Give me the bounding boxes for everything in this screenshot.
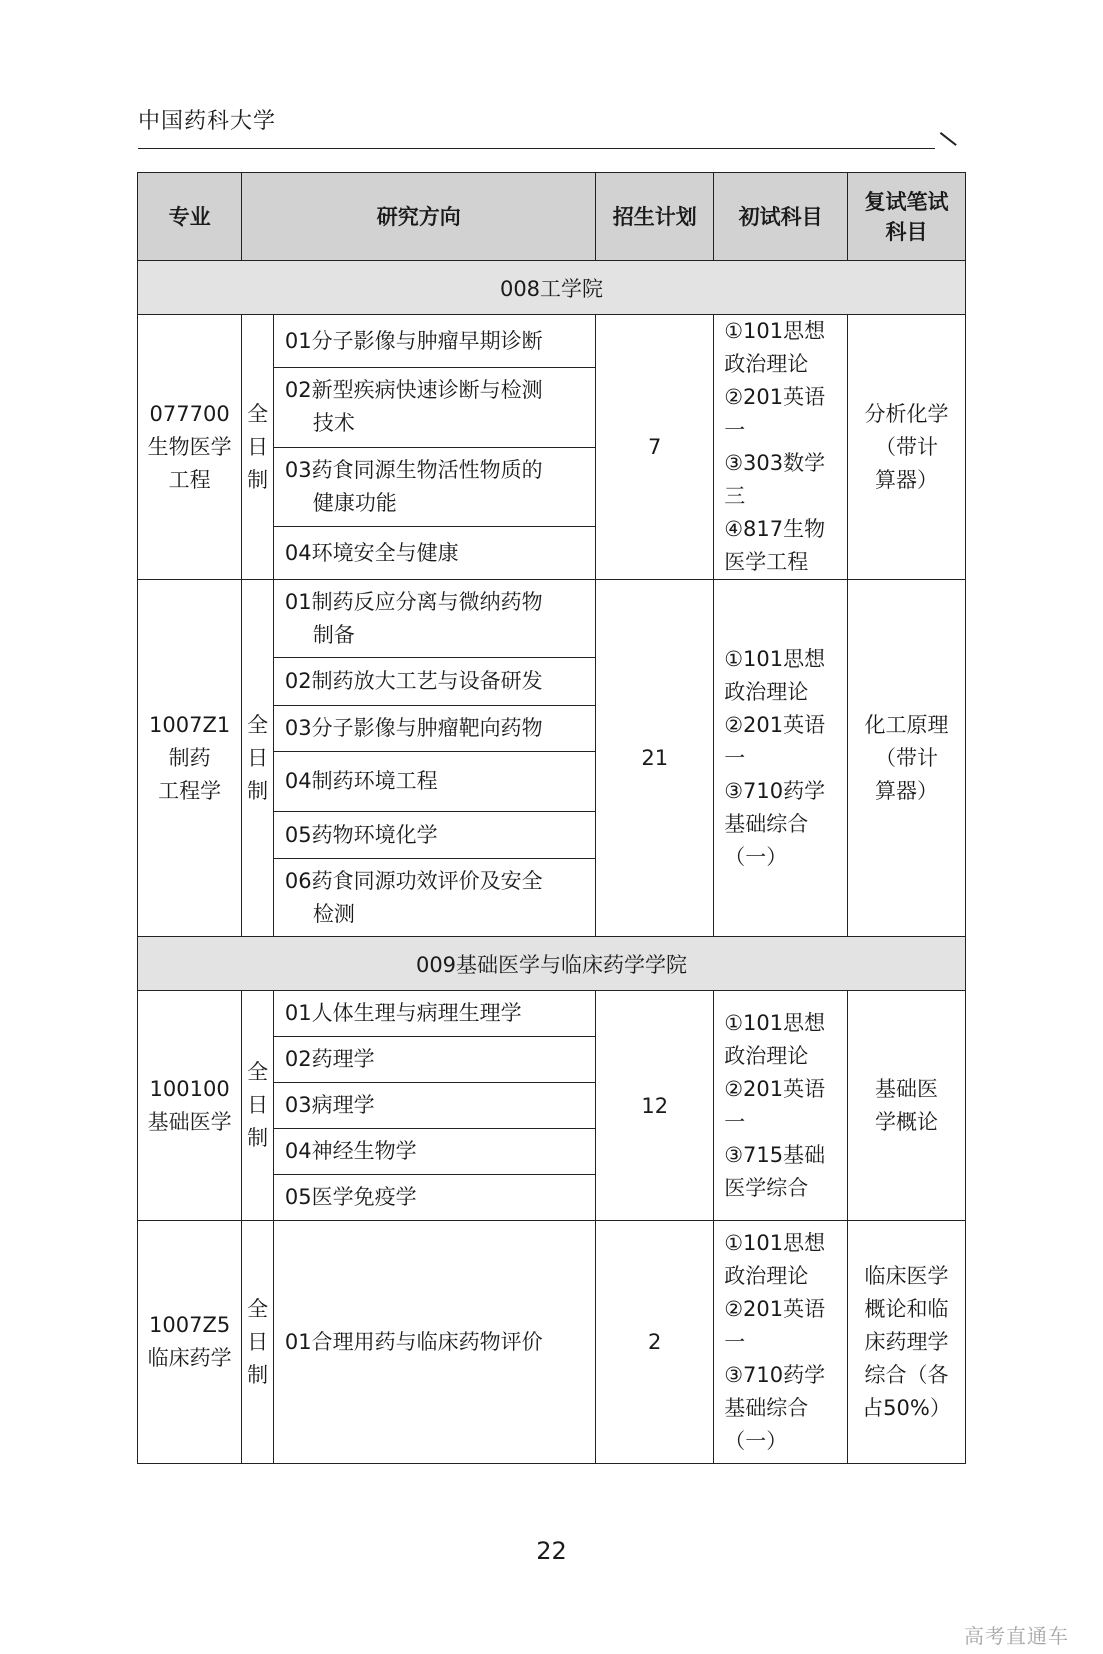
direction-cell: 01合理用药与临床药物评价 <box>273 1221 595 1464</box>
section-title: 008工学院 <box>138 261 966 315</box>
initial-exam-subjects: ①101思想 政治理论 ②201英语 一 ③303数学 三 ④817生物 医学工程 <box>714 315 848 580</box>
direction-cell: 04神经生物学 <box>273 1129 595 1175</box>
direction-cell: 05药物环境化学 <box>273 812 595 859</box>
study-mode: 全 日 制 <box>242 315 274 580</box>
direction-cell: 01分子影像与肿瘤早期诊断 <box>273 315 595 368</box>
major-cell <box>138 315 242 580</box>
major-name: 生物医学 工程 <box>147 434 232 492</box>
direction-cell: 02制药放大工艺与设备研发 <box>273 658 595 706</box>
major-code: 100100 <box>149 1076 230 1101</box>
direction-cell: 05医学免疫学 <box>273 1175 595 1221</box>
section-009 <box>138 937 966 1464</box>
column-header-major: 专业 <box>138 173 242 261</box>
major-name: 基础医学 <box>147 1109 232 1134</box>
direction-cell: 01制药反应分离与微纳药物 制备 <box>273 580 595 658</box>
section-008 <box>138 261 966 937</box>
major-code: 1007Z1 <box>149 712 231 737</box>
retest-subject: 临床医学 概论和临 床药理学 综合（各 占50%） <box>847 1221 965 1464</box>
book-header-title: 中国药科大学 <box>138 109 277 134</box>
initial-exam-subjects: ①101思想 政治理论 ②201英语 一 ③710药学 基础综合 （一） <box>714 580 848 937</box>
table-header <box>138 173 966 261</box>
watermark-text: 高考直通车 <box>964 1624 1069 1648</box>
retest-subject: 化工原理 （带计 算器） <box>847 580 965 937</box>
enrollment-plan: 2 <box>596 1221 714 1464</box>
enrollment-plan: 21 <box>596 580 714 937</box>
direction-cell: 03药食同源生物活性物质的 健康功能 <box>273 447 595 527</box>
column-header-plan: 招生计划 <box>596 173 714 261</box>
study-mode: 全 日 制 <box>242 1221 274 1464</box>
header-corner-mark <box>940 132 957 146</box>
admissions-table <box>137 172 966 1464</box>
direction-cell: 02新型疾病快速诊断与检测 技术 <box>273 368 595 448</box>
column-header-retest: 复试笔试 科目 <box>847 173 965 261</box>
major-code: 077700 <box>149 401 230 426</box>
initial-exam-subjects: ①101思想 政治理论 ②201英语 一 ③710药学 基础综合 （一） <box>714 1221 848 1464</box>
major-code: 1007Z5 <box>149 1313 231 1337</box>
direction-cell: 03分子影像与肿瘤靶向药物 <box>273 706 595 752</box>
study-mode: 全 日 制 <box>242 580 274 937</box>
major-cell <box>138 580 242 937</box>
direction-cell: 02药理学 <box>273 1037 595 1083</box>
column-header-exam: 初试科目 <box>714 173 848 261</box>
section-title: 009基础医学与临床药学学院 <box>138 937 966 991</box>
direction-cell: 04环境安全与健康 <box>273 527 595 580</box>
retest-subject: 基础医 学概论 <box>847 991 965 1221</box>
major-name: 制药 工程学 <box>158 745 222 803</box>
header-rule <box>138 148 935 149</box>
initial-exam-subjects: ①101思想 政治理论 ②201英语 一 ③715基础 医学综合 <box>714 991 848 1221</box>
direction-cell: 03病理学 <box>273 1083 595 1129</box>
column-header-direction: 研究方向 <box>242 173 596 261</box>
enrollment-plan: 7 <box>596 315 714 580</box>
major-name: 临床药学 <box>147 1346 232 1370</box>
retest-subject: 分析化学 （带计 算器） <box>847 315 965 580</box>
direction-cell: 01人体生理与病理生理学 <box>273 991 595 1037</box>
study-mode: 全 日 制 <box>242 991 274 1221</box>
major-cell <box>138 991 242 1221</box>
direction-cell: 04制药环境工程 <box>273 752 595 812</box>
enrollment-plan: 12 <box>596 991 714 1221</box>
major-cell <box>138 1221 242 1464</box>
direction-cell: 06药食同源功效评价及安全 检测 <box>273 859 595 937</box>
page-number: 22 <box>536 1537 567 1565</box>
